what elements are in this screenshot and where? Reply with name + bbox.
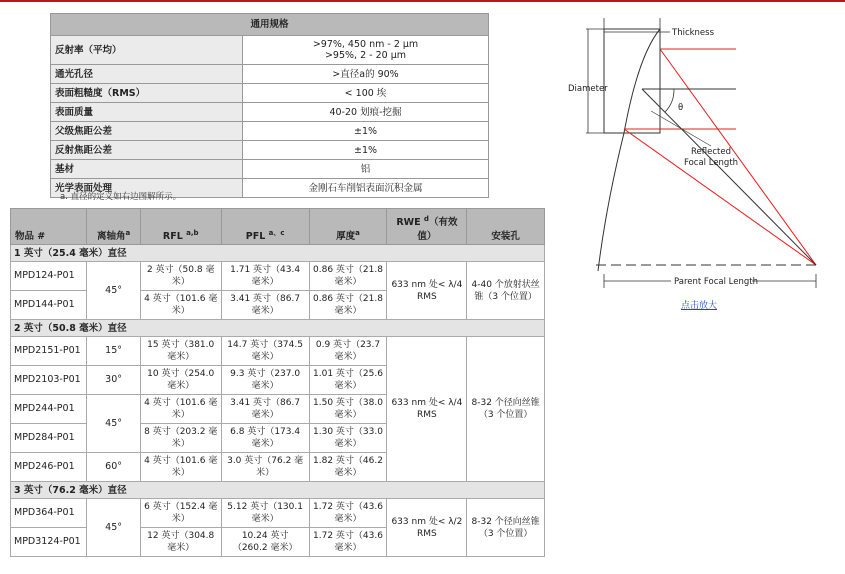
diameter-label: Diameter [568, 84, 608, 94]
thickness-value: 0.9 英寸（23.7 毫米） [309, 337, 387, 366]
rfl-value: 15 英寸（381.0 毫米） [140, 337, 221, 366]
thickness-value: 1.72 英寸（43.6 毫米） [309, 499, 387, 528]
col-mount: 安装孔 [467, 209, 545, 245]
pfl-value: 3.41 英寸（86.7 毫米） [221, 291, 309, 320]
pfl-value: 9.3 英寸（237.0 毫米） [221, 366, 309, 395]
rfl-value: 8 英寸（203.2 毫米） [140, 424, 221, 453]
table-row [11, 337, 545, 366]
product-table [10, 208, 545, 557]
theta-label: θ [678, 103, 684, 113]
pfl-value: 6.8 英寸（173.4 毫米） [221, 424, 309, 453]
top-accent-bar [0, 0, 845, 2]
part-number[interactable]: MPD3124-P01 [11, 528, 87, 557]
part-number[interactable]: MPD284-P01 [11, 424, 87, 453]
col-item: 物品 # [11, 209, 87, 245]
reflected-ray-top [660, 49, 816, 265]
spec-label-surface-quality: 表面质量 [51, 103, 243, 122]
pfl-value: 3.0 英寸（76.2 毫米） [221, 453, 309, 482]
reflectance-line-2: >95%, 2 - 20 µm [324, 50, 407, 61]
spec-label-reflectance: 反射率（平均） [51, 36, 243, 65]
spec-value-coating: 金刚石车削铝表面沉积金属 [243, 179, 489, 198]
parent-fl-label: Parent Focal Length [674, 277, 758, 287]
table-row [11, 499, 545, 528]
off-axis-angle: 45° [87, 395, 140, 453]
off-axis-angle: 45° [87, 262, 140, 320]
part-number[interactable]: MPD2151-P01 [11, 337, 87, 366]
thickness-value: 0.86 英寸（21.8 毫米） [309, 262, 387, 291]
reflected-axis [642, 89, 816, 265]
spec-value-reflectance [243, 36, 489, 65]
part-number[interactable]: MPD2103-P01 [11, 366, 87, 395]
thickness-value: 1.82 英寸（46.2 毫米） [309, 453, 387, 482]
mount-value: 8-32 个径向丝锥（3 个位置） [467, 337, 545, 482]
parabola-curve [598, 29, 660, 271]
pfl-value: 14.7 英寸（374.5 毫米） [221, 337, 309, 366]
spec-value-roughness: < 100 埃 [243, 84, 489, 103]
specs-header: 通用规格 [51, 14, 489, 36]
off-axis-angle: 30° [87, 366, 140, 395]
pfl-value: 1.71 英寸（43.4 毫米） [221, 262, 309, 291]
angle-arc [665, 89, 674, 112]
spec-label-coating: 光学表面处理 [51, 179, 243, 198]
spec-label-roughness: 表面粗糙度（RMS） [51, 84, 243, 103]
col-pfl: PFL $^{a、c}$ [221, 209, 309, 245]
part-number[interactable]: MPD364-P01 [11, 499, 87, 528]
spec-label-parent-fl-tol: 父级焦距公差 [51, 122, 243, 141]
zoom-link[interactable]: 点击放大 [681, 301, 718, 311]
spec-label-substrate: 基材 [51, 160, 243, 179]
reflected-fl-label-1: Reflected [691, 147, 731, 157]
rfl-value: 4 英寸（101.6 毫米） [140, 453, 221, 482]
col-rfl: RFL $^{a,b}$ [140, 209, 221, 245]
thickness-value: 1.72 英寸（43.6 毫米） [309, 528, 387, 557]
group-3in: 3 英寸（76.2 毫米）直径 [11, 482, 545, 499]
rfl-value: 2 英寸（50.8 毫米） [140, 262, 221, 291]
col-thickness: 厚度$^a$ [309, 209, 387, 245]
rfl-value: 12 英寸（304.8 毫米） [140, 528, 221, 557]
rfl-value: 4 英寸（101.6 毫米） [140, 291, 221, 320]
mirror-body [604, 29, 660, 133]
spec-value-substrate: 铝 [243, 160, 489, 179]
part-number[interactable]: MPD244-P01 [11, 395, 87, 424]
rfl-value: 10 英寸（254.0 毫米） [140, 366, 221, 395]
thickness-value: 1.01 英寸（25.6 毫米） [309, 366, 387, 395]
spec-value-reflected-fl-tol: ±1% [243, 141, 489, 160]
mount-value: 4-40 个放射状丝锥（3 个位置） [467, 262, 545, 320]
rfl-value: 4 英寸（101.6 毫米） [140, 395, 221, 424]
group-2in: 2 英寸（50.8 毫米）直径 [11, 320, 545, 337]
pfl-value: 5.12 英寸（130.1 毫米） [221, 499, 309, 528]
off-axis-angle: 45° [87, 499, 140, 557]
rwe-value: 633 nm 处< λ/4 RMS [387, 337, 467, 482]
group-1in: 1 英寸（25.4 毫米）直径 [11, 245, 545, 262]
thickness-label: Thickness [672, 28, 715, 38]
spec-value-clear-aperture: >直径a的 90% [243, 65, 489, 84]
col-rwe: RWE $^d$（有效值） [387, 209, 467, 245]
spec-value-parent-fl-tol: ±1% [243, 122, 489, 141]
product-table-header [11, 209, 545, 245]
thickness-value: 0.86 英寸（21.8 毫米） [309, 291, 387, 320]
oap-mirror-diagram[interactable] [566, 16, 831, 296]
spec-label-clear-aperture: 通光孔径 [51, 65, 243, 84]
pfl-value: 3.41 英寸（86.7 毫米） [221, 395, 309, 424]
spec-value-surface-quality: 40-20 划痕-挖掘 [243, 103, 489, 122]
part-number[interactable]: MPD246-P01 [11, 453, 87, 482]
part-number[interactable]: MPD124-P01 [11, 262, 87, 291]
reflectance-line-1: >97%, 450 nm - 2 µm [312, 39, 419, 50]
pfl-value: 10.24 英寸（260.2 毫米） [221, 528, 309, 557]
specs-footnote: a. 直径的定义如右边图解所示。 [60, 192, 182, 202]
spec-label-reflected-fl-tol: 反射焦距公差 [51, 141, 243, 160]
reflected-fl-label-2: Focal Length [684, 158, 739, 168]
general-specs-table [50, 13, 489, 198]
off-axis-angle: 60° [87, 453, 140, 482]
rfl-value: 6 英寸（152.4 毫米） [140, 499, 221, 528]
rwe-value: 633 nm 处< λ/2 RMS [387, 499, 467, 557]
mount-value: 8-32 个径向丝锥（3 个位置） [467, 499, 545, 557]
table-row [11, 262, 545, 291]
col-angle: 离轴角$^a$ [87, 209, 140, 245]
off-axis-angle: 15° [87, 337, 140, 366]
part-number[interactable]: MPD144-P01 [11, 291, 87, 320]
thickness-value: 1.30 英寸（33.0 毫米） [309, 424, 387, 453]
thickness-value: 1.50 英寸（38.0 毫米） [309, 395, 387, 424]
rwe-value: 633 nm 处< λ/4 RMS [387, 262, 467, 320]
